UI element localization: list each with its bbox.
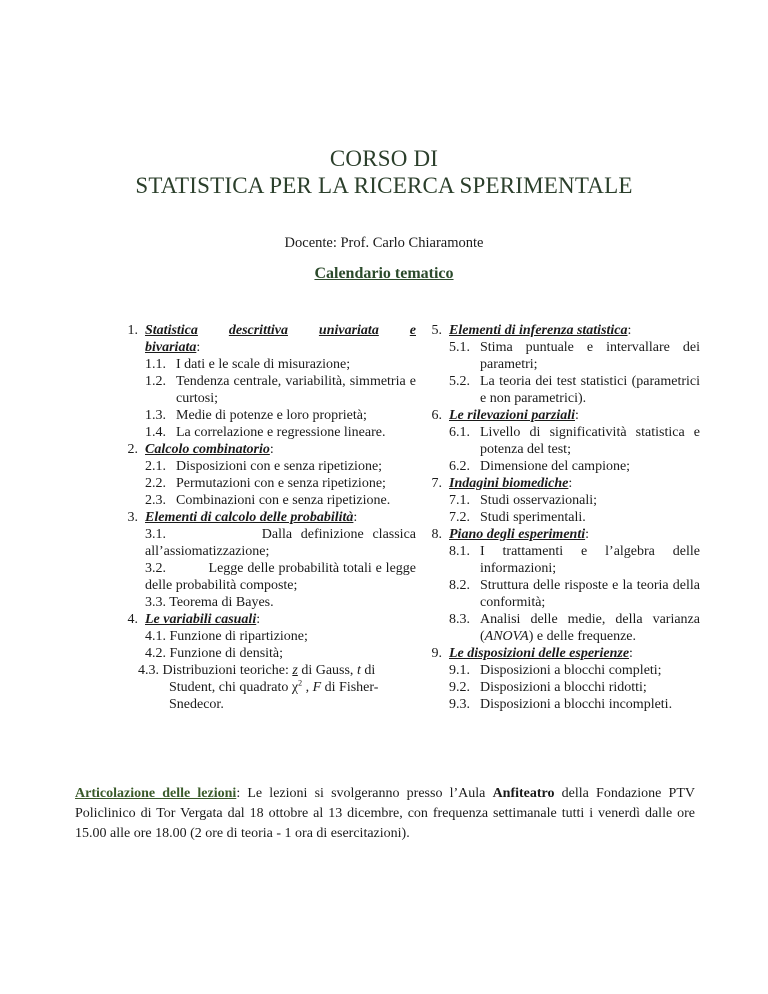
list-item: 3.1. Dalla definizione classica all’assiomatizzazione; <box>145 527 416 559</box>
section-1-heading-w1: Statistica <box>145 323 198 338</box>
list-item: 8.1. I trattamenti e l’algebra delle informazioni; <box>449 544 700 576</box>
colon: : <box>196 340 201 355</box>
section-5: 5. Elementi di inferenza statistica: 5.1. Stima puntuale e intervallare dei parametri; 5.2. La teoria dei test statistici (parametrici e non parametrici). <box>420 322 700 407</box>
calendario-heading-text: Calendario tematico <box>314 265 454 282</box>
section-4: 4. Le variabili casuali: 4.1. Funzione di ripartizione; 4.2. Funzione di densità; <box>116 611 416 662</box>
list-item: 1.4. La correlazione e regressione lineare. <box>145 425 386 440</box>
list-item: 4.2. Funzione di densità; <box>145 646 284 661</box>
list-item: 3.3. Teorema di Bayes. <box>145 595 274 610</box>
section-9: 9. Le disposizioni delle esperienze: 9.1. Disposizioni a blocchi completi; 9.2. Disposizioni a blocchi ridotti; 9.3. Disposizioni a blocchi incompleti. <box>420 645 700 713</box>
list-item: 7.1. Studi osservazionali; <box>449 493 598 508</box>
list-item: 8.3. Analisi delle medie, della varianza (ANOVA) e delle frequenze. <box>449 612 700 644</box>
right-column <box>420 322 700 713</box>
list-item: 1.1. I dati e le scale di misurazione; <box>145 357 351 372</box>
list-item-4-3: 4.3. Distribuzioni teoriche: z di Gauss, t di Student, chi quadrato $\chi^2$ , F di Fisher- Snedecor. <box>138 663 379 712</box>
section-3-heading: Elementi di calcolo delle probabilità <box>145 510 354 525</box>
section-1 <box>116 322 416 441</box>
section-number: 5. <box>431 323 442 338</box>
course-title-line2: STATISTICA PER LA RICERCA SPERIMENTALE <box>135 173 633 198</box>
course-title-line1: CORSO DI <box>329 146 439 171</box>
section-number: 4. <box>127 612 138 627</box>
section-7-heading: Indagini biomediche <box>449 476 569 491</box>
aula-name: Anfiteatro <box>492 786 555 801</box>
section-number: 8. <box>431 527 442 542</box>
list-item: 2.1. Disposizioni con e senza ripetizione; <box>145 459 383 474</box>
section-number: 1. <box>127 323 138 338</box>
section-8: 8. Piano degli esperimenti: 8.1. I trattamenti e l’algebra delle informazioni; 8.2. Struttura delle risposte e la teoria della conformità; 8.3. Analisi delle medie, della varianza (ANOVA) e delle frequenze. <box>420 526 700 645</box>
section-number: 3. <box>127 510 138 525</box>
section-5-heading: Elementi di inferenza statistica <box>449 323 628 338</box>
section-1-heading-w2: descrittiva <box>228 323 288 338</box>
section-1-heading-w3: univariata <box>318 323 379 338</box>
list-item: 6.1. Livello di significatività statistica e potenza del test; <box>449 425 700 457</box>
section-1-heading-w5: bivariata <box>145 340 197 355</box>
anova-term: ANOVA <box>484 629 529 644</box>
list-item: 1.3. Medie di potenze e loro proprietà; <box>145 408 367 423</box>
section-7: 7. Indagini biomediche: 7.1. Studi osservazionali; 7.2. Studi sperimentali. <box>420 475 700 526</box>
list-item: 9.1. Disposizioni a blocchi completi; <box>449 663 662 678</box>
articolazione-label: Articolazione delle lezioni <box>75 786 237 801</box>
list-item: 6.2. Dimensione del campione; <box>449 459 631 474</box>
list-item: 7.2. Studi sperimentali. <box>449 510 586 525</box>
section-8-heading: Piano degli esperimenti <box>449 527 586 542</box>
list-item: 8.2. Struttura delle risposte e la teoria della conformità; <box>449 578 700 610</box>
section-2: 2. Calcolo combinatorio: 2.1. Disposizioni con e senza ripetizione; 2.2. Permutazioni con e senza ripetizione; 2.3. Combinazioni con e senza ripetizione. <box>116 441 416 509</box>
section-number: 2. <box>127 442 138 457</box>
chi-symbol: χ <box>291 680 299 695</box>
section-9-heading: Le disposizioni delle esperienze <box>449 646 630 661</box>
section-6: 6. Le rilevazioni parziali: 6.1. Livello di significatività statistica e potenza del test; 6.2. Dimensione del campione; <box>420 407 700 475</box>
section-4-heading: Le variabili casuali <box>145 612 257 627</box>
section-number: 6. <box>431 408 442 423</box>
list-item: 1.2. Tendenza centrale, variabilità, simmetria e curtosi; <box>145 374 416 406</box>
left-column <box>116 322 416 713</box>
section-6-heading: Le rilevazioni parziali <box>449 408 575 423</box>
list-item: 3.2. Legge delle probabilità totali e legge delle probabilità composte; <box>145 561 417 593</box>
list-item: 2.3. Combinazioni con e senza ripetizione. <box>145 493 391 508</box>
docente-line: Docente: Prof. Carlo Chiaramonte <box>284 235 484 251</box>
section-number: 9. <box>431 646 442 661</box>
list-item: 5.2. La teoria dei test statistici (parametrici e non parametrici). <box>449 374 700 406</box>
calendario-heading <box>0 265 768 283</box>
section-2-heading: Calcolo combinatorio <box>145 442 270 457</box>
articolazione-paragraph: Articolazione delle lezioni: Le lezioni si svolgeranno presso l’Aula Anfiteatro della Fondazione PTV Policlinico di Tor Vergata dal 18 ottobre al 13 dicembre, con frequenza settimanale tutti i venerdì dalle ore 15.00 alle ore 18.00 (2 ore di teoria - 1 ora di esercitazioni). <box>75 786 695 841</box>
section-3: 3. Elementi di calcolo delle probabilità: 3.1. Dalla definizione classica all’assiomatizzazione; 3.2. Legge delle probabilità totali e legge delle probabilità composte; 3.3. Teorema di Bayes. <box>116 509 416 611</box>
list-item: 4.1. Funzione di ripartizione; <box>145 629 308 644</box>
list-item: 2.2. Permutazioni con e senza ripetizione; <box>145 476 386 491</box>
list-item: 5.1. Stima puntuale e intervallare dei parametri; <box>449 340 700 372</box>
list-item: 9.3. Disposizioni a blocchi incompleti. <box>449 697 673 712</box>
section-1-heading-w4: e <box>409 323 416 338</box>
section-number: 7. <box>431 476 442 491</box>
list-item: 9.2. Disposizioni a blocchi ridotti; <box>449 680 647 695</box>
